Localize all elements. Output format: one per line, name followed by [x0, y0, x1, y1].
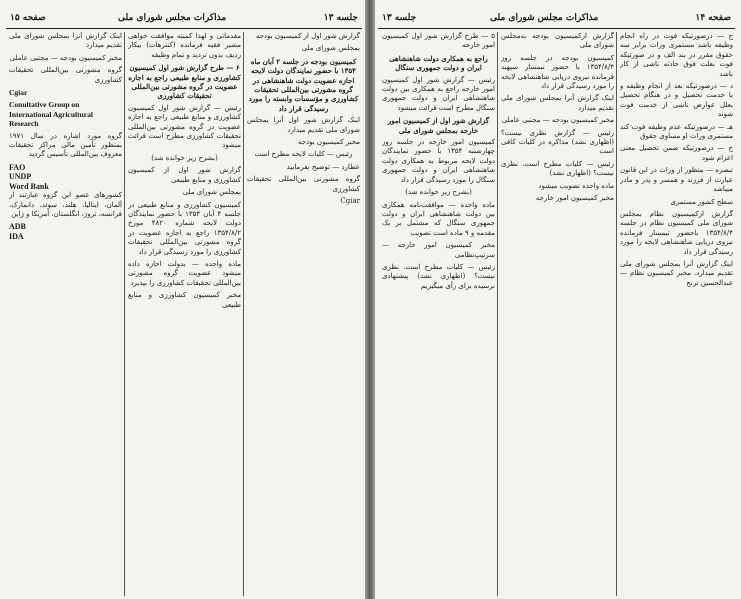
paragraph: Cgiar	[340, 197, 360, 206]
paragraph: ماده واحده تصویب میشود	[538, 181, 614, 190]
column-left-page-col3	[9, 32, 122, 596]
column-right-page-col2	[501, 32, 614, 596]
paragraph: رئیس — گزارش شور اول کمیسیون امور خارجه راجع به همکاری بین دولت شاهنشاهی ایران و دولت جمهوری سنگال مطرح است قرائت میشود	[382, 75, 495, 112]
paragraph: مخبر کمیسیون بودجه — مجتبی عاملی	[9, 53, 122, 62]
paragraph: اینک گزارش آنرا بمجلس شورای ملی تقدیم میدارد	[501, 94, 614, 112]
paragraph: تبصره — منظور از وراث در این قانون عبارت از فرزند و همسر و پدر و مادر میباشد	[620, 166, 733, 194]
paragraph: گزارش شور اول از کمیسیون بودجه	[255, 32, 360, 40]
paragraph: رئیس — کلیات لایحه مطرح است	[254, 150, 353, 159]
paragraph: گروه مشورتی بین‌المللی تحقیقات کشاورزی	[9, 66, 122, 84]
paragraph: گروه مشورتی بین‌المللی تحقیقات کشاورزی	[247, 175, 360, 193]
section-heading: ۶ — طرح گزارش شور اول کمیسیون کشاورزی و منابع طبیعی راجع به اجازه عضویت در گروه مشورتی بین‌المللی تحقیقات کشاورزی	[128, 63, 241, 101]
column-rule	[124, 32, 125, 596]
paragraph: مخبر کمیسیون امور خارجه	[535, 194, 614, 203]
paragraph: کشورهای عضو این گروه عبارتند از آلمان، ایتالیا، هلند، سوئد، دانمارک، فرانسه، نروژ، انگلستان، آمریکا و ژاپن	[9, 191, 122, 218]
page-left	[6, 6, 362, 596]
paragraph: ۵ — طرح گزارش شور اول کمیسیون امور خارجه	[382, 32, 495, 50]
paragraph: رئیس — گزارش نظری نیست؟ (اظهاری نشد) مذاکره در کلیات کافی است	[501, 128, 614, 156]
paragraph: کمیسیون کشاورزی و منابع طبیعی در جلسه ۴ آبان ۱۳۵۴ با حضور نمایندگان دولت لایحه شماره ۴۸۲۰ مورخ ۱۳۵۴/۸/۲ راجع به اجازه عضویت در گروه مشورتی بین‌المللی تحقیقات کشاورزی را مورد رسیدگی قرار داد	[128, 200, 241, 256]
paragraph: اینک گزارش آنرا بمجلس شورای ملی تقدیم میدارد. مخبر کمیسیون نظام — عبدالحسین ترنج	[620, 259, 733, 287]
page-number-left: صفحه ۱۵	[10, 13, 46, 23]
paragraph: سطح کشور مستمری	[670, 197, 733, 206]
session-label-left: جلسه ۱۳	[323, 13, 358, 23]
paragraph: کمیسیون بودجه در جلسه روز ۱۳۵۴/۸/۴ با حضور تیمسار سپهبد فرمانده نیروی دریایی شاهنشاهی لایحه را مورد رسیدگی قرار داد	[501, 53, 614, 91]
paragraph: مخبر کمیسیون کشاورزی و منابع طبیعی	[128, 291, 241, 309]
paragraph: رئیس — کلیات مطرح است. نظری نیست؟ (اظهاری نشد)	[501, 159, 614, 178]
section-heading: گزارش شور اول از کمیسیون امور خارجه بمجلس شورای ملی	[387, 116, 490, 135]
column-left-page-col1	[247, 32, 360, 596]
page-number-right: صفحه ۱۴	[695, 13, 731, 23]
paragraph: مخبر کمیسیون بودجه — مجتبی عاملی	[501, 116, 614, 125]
paragraph: عطارد — توضیح بفرمایید	[286, 162, 360, 171]
paragraph: هـ — درصورتیکه عدم وظیفه فوت کند مستمری وراث او مساوی حقوق	[620, 122, 733, 141]
paragraph: کمیسیون امور خارجه در جلسه روز چهارشنبه ۱۳۵۴ با حضور نمایندگان دولت لایحه مربوط به همکاری دولت شاهنشاهی ایران و دولت جمهوری سنگال را مورد رسیدگی قرار داد	[382, 138, 495, 184]
paragraph: گزارش ازکمیسیون بودجه به‌مجلس شورای ملی	[501, 32, 614, 50]
paragraph: (بشرح زیر خوانده شد)	[405, 188, 472, 197]
paragraph: بمجلس شورای ملی	[301, 44, 360, 53]
paragraph: اینک گزارش شور اول آنرا بمجلس شورای ملی تقدیم میدارد	[247, 116, 360, 134]
paragraph: ج — درصورتیکه فوت در راه انجام وظیفه باشد مستمری وراث برابر سه حقوق مقرر در بند الف و در صورتیکه فوت بعلت فوق حادثه ناشی از کار باشد	[620, 32, 733, 78]
column-right-page-col1	[620, 32, 733, 596]
section-heading: کمیسیون بودجه در جلسه ۲ آبان ماه ۱۳۵۴ با حضور نمایندگان دولت لایحه اجازه عضویت دولت شاهنشاهی در گروه مشورتی بین‌المللی تحقیقات کشاورزی و مؤسسات وابسته را مورد رسیدگی قرار داد	[248, 56, 359, 113]
paragraph: اینک گزارش آنرا بمجلس شورای ملی تقدیم میدارد	[9, 32, 122, 50]
paragraph: Cgiar	[9, 88, 28, 98]
running-title-right: مذاکرات مجلس شورای ملی	[490, 13, 599, 23]
paragraph: (بشرح زیر خوانده شد)	[151, 153, 218, 162]
abbreviation: Word Bank	[9, 181, 49, 191]
paragraph: ماده واحده — موافقت‌نامه همکاری بین دولت شاهنشاهی ایران و دولت جمهوری سنگال که مشتمل بر یک مقدمه و ۹ ماده است تصویب	[382, 200, 495, 237]
page-header-left	[6, 10, 362, 29]
column-rule	[243, 32, 244, 596]
session-label-right: جلسه ۱۳	[382, 13, 417, 23]
column-rule	[616, 32, 617, 596]
page-right	[378, 6, 735, 596]
paragraph: بمجلس شورای ملی	[182, 188, 241, 197]
paragraph: رئیس — گزارش شور اول کمیسیون کشاورزی و منابع طبیعی راجع به اجازه عضویت در گروه مشورتی بین‌المللی تحقیقات کشاورزی مطرح است قرائت میشود	[128, 103, 241, 150]
paragraph: مخبر کمیسیون امور خارجه — سرتیپ‌نظامی	[382, 241, 495, 259]
paragraph: ماده واحده — بدولت اجازه داده میشود عضویت گروه مشورتی بین‌المللی تحقیقات کشاورزی را بپذیرد	[128, 259, 241, 287]
paragraph: رئیس — کلیات مطرح است. نظری نیست؟ (اظهاری نشد) پیشنهادی نرسیده برای رأی میگیریم	[382, 262, 495, 290]
column-right-page-col3	[382, 32, 495, 596]
paragraph: مقدماتی و لهذا کمیته موافقت خواهی مشیر فقیه فرمانده (کنترهات) بیکار ردیف بدون تردید و تمام وظیفه	[128, 32, 241, 59]
paragraph: گزارش شور اول از کمیسیون کشاورزی و منابع طبیعی	[128, 166, 241, 184]
abbreviation: IDA	[9, 231, 24, 241]
paragraph: مخبر کمیسیون بودجه	[297, 138, 360, 147]
paragraph: د — درصورتیکه بعد از انجام وظیفه و یا خدمت تحصیل و در هنگام تحصیل بعلل عوارض ناشی از خدمت فوت شوند	[620, 82, 733, 119]
page-header-right	[378, 10, 735, 29]
binding-gutter	[365, 0, 375, 599]
paragraph: گزارش ازکمیسیون نظام بمجلس شورای ملی کمیسیون نظام در جلسه ۱۳۵۴/۸/۴ باحضور تیمسار فرمانده نیروی دریایی شاهنشاهی لایحه را مورد رسیدگی قرار داد	[620, 209, 733, 256]
column-left-page-col2	[128, 32, 241, 596]
org-name-english: Conultative Group on International Agricultural Research	[9, 100, 93, 129]
paragraph: ح — درصورتیکه ضمن تحصیل معنی اعزام شود	[620, 144, 733, 162]
abbreviation: FAO	[9, 162, 26, 172]
abbreviation: ADB	[9, 222, 26, 232]
section-heading: راجع به همکاری دولت شاهنشاهی ایران و دولت جمهوری سنگال	[389, 53, 488, 73]
column-rule	[497, 32, 498, 596]
running-title-left: مذاکرات مجلس شورای ملی	[118, 13, 227, 23]
abbreviation: UNDP	[9, 172, 32, 182]
paragraph: گروه مورد اشاره در سال ۱۹۷۱ بمنظور تأمین مالی مراکز تحقیقات معروف بین‌المللی تأسیس گردید	[9, 131, 122, 159]
